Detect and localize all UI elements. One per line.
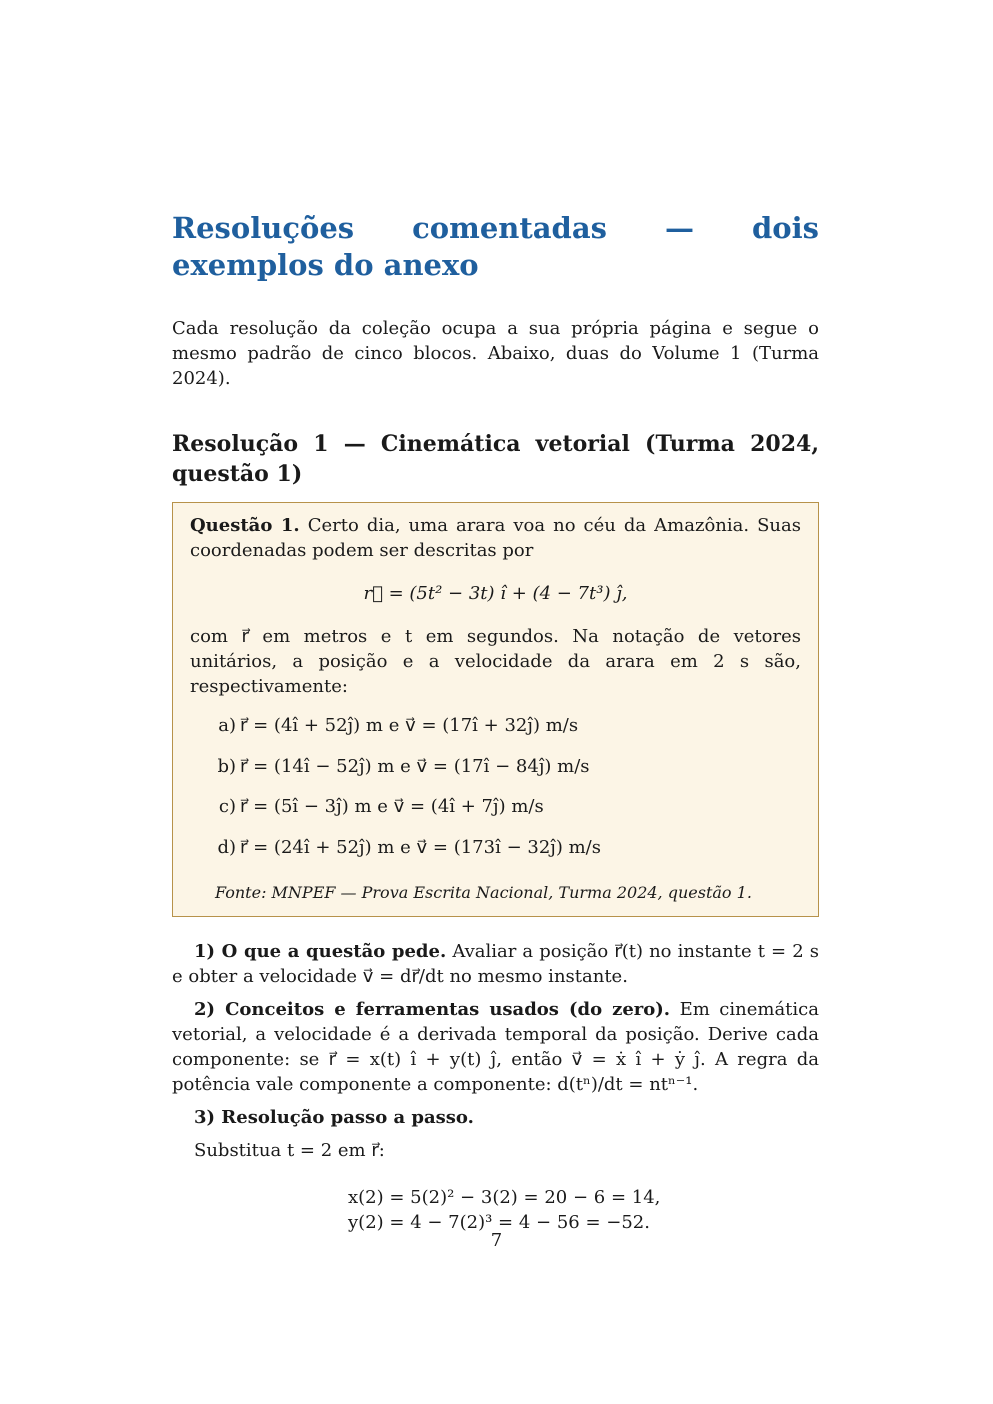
calculation-block xyxy=(348,1185,819,1235)
question-box xyxy=(172,502,819,917)
step-3: 3) Resolução passo a passo. xyxy=(194,1106,474,1128)
step-1: 1) O que a questão pede. Avaliar a posição r⃗(t) no instante t = 2 s e obter a velocidade v⃗ = dr⃗/dt no mesmo instante. xyxy=(172,940,819,987)
page-number: 7 xyxy=(490,1230,503,1251)
option-d: d) r⃗ = (24ı̂ + 52ȷ̂) m e v⃗ = (173ı̂ − 32ȷ̂) m/s xyxy=(217,836,601,858)
section-heading: Resolução 1 — Cinemática vetorial (Turma 2024, questão 1) xyxy=(172,431,819,487)
option-b: b) r⃗ = (14ı̂ − 52ȷ̂) m e v⃗ = (17ı̂ − 84ȷ̂) m/s xyxy=(217,755,590,777)
options-list xyxy=(190,713,801,860)
position-equation: r⃗ = (5t² − 3t) ı̂ + (4 − 7t³) ȷ̂, xyxy=(363,583,628,604)
question-after: com r⃗ em metros e t em segundos. Na notação de vetores unitários, a posição e a velocidade da arara em 2 s são, respectivamente: xyxy=(190,626,801,697)
question-label: Questão 1. xyxy=(190,515,300,536)
question-statement xyxy=(190,513,801,563)
option-c: c) r⃗ = (5ı̂ − 3ȷ̂) m e v⃗ = (4ı̂ + 7ȷ̂) m/s xyxy=(218,796,544,817)
substitute-line: Substitua t = 2 em r⃗: xyxy=(194,1139,385,1161)
step-2: 2) Conceitos e ferramentas usados (do zero). Em cinemática vetorial, a velocidade é a derivada temporal da posição. Derive cada componente: se r⃗ = x(t) ı̂ + y(t) ȷ̂, então v⃗ = ẋ ı̂ + ẏ ȷ̂. A regra da potência vale componente a componente: d(tⁿ)/dt = ntⁿ⁻¹. xyxy=(172,998,819,1095)
calc-y: y(2) = 4 − 7(2)³ = 4 − 56 = −52. xyxy=(348,1211,650,1233)
page-title: Resoluções comentadas — dois exemplos do anexo xyxy=(172,211,819,282)
question-source: Fonte: MNPEF — Prova Escrita Nacional, Turma 2024, questão 1. xyxy=(215,882,752,902)
question-text: Certo dia, uma arara voa no céu da Amazônia. Suas coordenadas podem ser descritas por xyxy=(190,515,801,561)
option-a: a) r⃗ = (4ı̂ + 52ȷ̂) m e v⃗ = (17ı̂ + 32ȷ̂) m/s xyxy=(218,715,579,736)
calc-x: x(2) = 5(2)² − 3(2) = 20 − 6 = 14, xyxy=(348,1186,661,1208)
intro-paragraph: Cada resolução da coleção ocupa a sua própria página e segue o mesmo padrão de cinco blocos. Abaixo, duas do Volume 1 (Turma 2024). xyxy=(172,318,819,389)
page-content xyxy=(172,210,819,1235)
